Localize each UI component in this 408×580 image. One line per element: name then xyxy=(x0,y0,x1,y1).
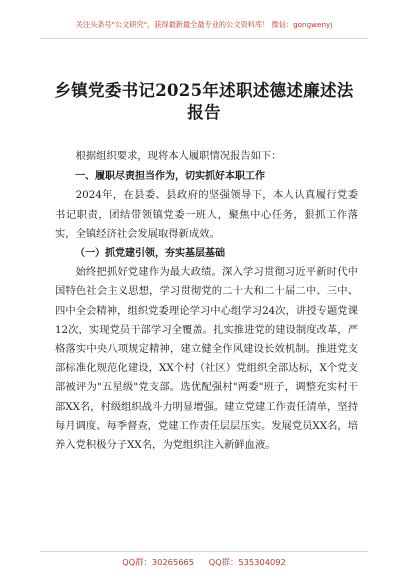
section-1-intro: 2024年，在县委、县政府的坚强领导下，本人认真履行党委书记职责，团结带领镇党委一班人，聚焦中心任务，狠抓工作落实，全镇经济社会发展取得新成效。 xyxy=(55,189,358,240)
footer-qq-group-1: QQ群：30265665 xyxy=(122,557,195,567)
subsection-1-paragraph: 始终把抓好党建作为最大政绩。深入学习贯彻习近平新时代中国特色社会主义思想，学习贯彻党的二十大和二十届二中、三中、四中全会精神，组织党委理论学习中心组学习24次，讲授专题党课12次，实现党员干部学习全覆盖。扎实推进党的建设制度改革，严格落实中央八项规定精神，建立健全作风建设长效机制。推进党支部标准化规范化建设，XX个村（社区）党组织全部达标，X个党支部被评为"五星级"党支部。选优配强村"两委"班子，调整充实村干部XX名，村级组织战斗力明显增强。建立党建工作责任清单，坚持每月调度、每季督查，党建工作责任层层压实。发展党员XX名，培养入党积极分子XX名，为党组织注入新鲜血液。 xyxy=(55,266,358,452)
header-divider xyxy=(40,38,368,39)
header-promo-note: 关注头条号"公文研究"，获得最新最全最专业的公文资料库！ 微信：gongwenyj xyxy=(75,20,333,29)
document-title xyxy=(0,80,408,124)
footer-contacts xyxy=(0,556,408,568)
subsection-1-heading: （一）抓党建引领，夯实基层基础 xyxy=(75,248,225,260)
footer-divider xyxy=(40,551,368,552)
document-body xyxy=(55,147,358,455)
title-line-1: 乡镇党委书记2025年述职述德述廉述法 xyxy=(54,81,354,100)
title-line-2: 报告 xyxy=(187,103,221,122)
greeting-paragraph: 根据组织要求，现将本人履职情况报告如下： xyxy=(75,150,282,162)
section-1-heading: 一、履职尽责担当作为，切实抓好本职工作 xyxy=(75,171,265,183)
footer-qq-group-2: QQ群：535304092 xyxy=(208,557,286,567)
